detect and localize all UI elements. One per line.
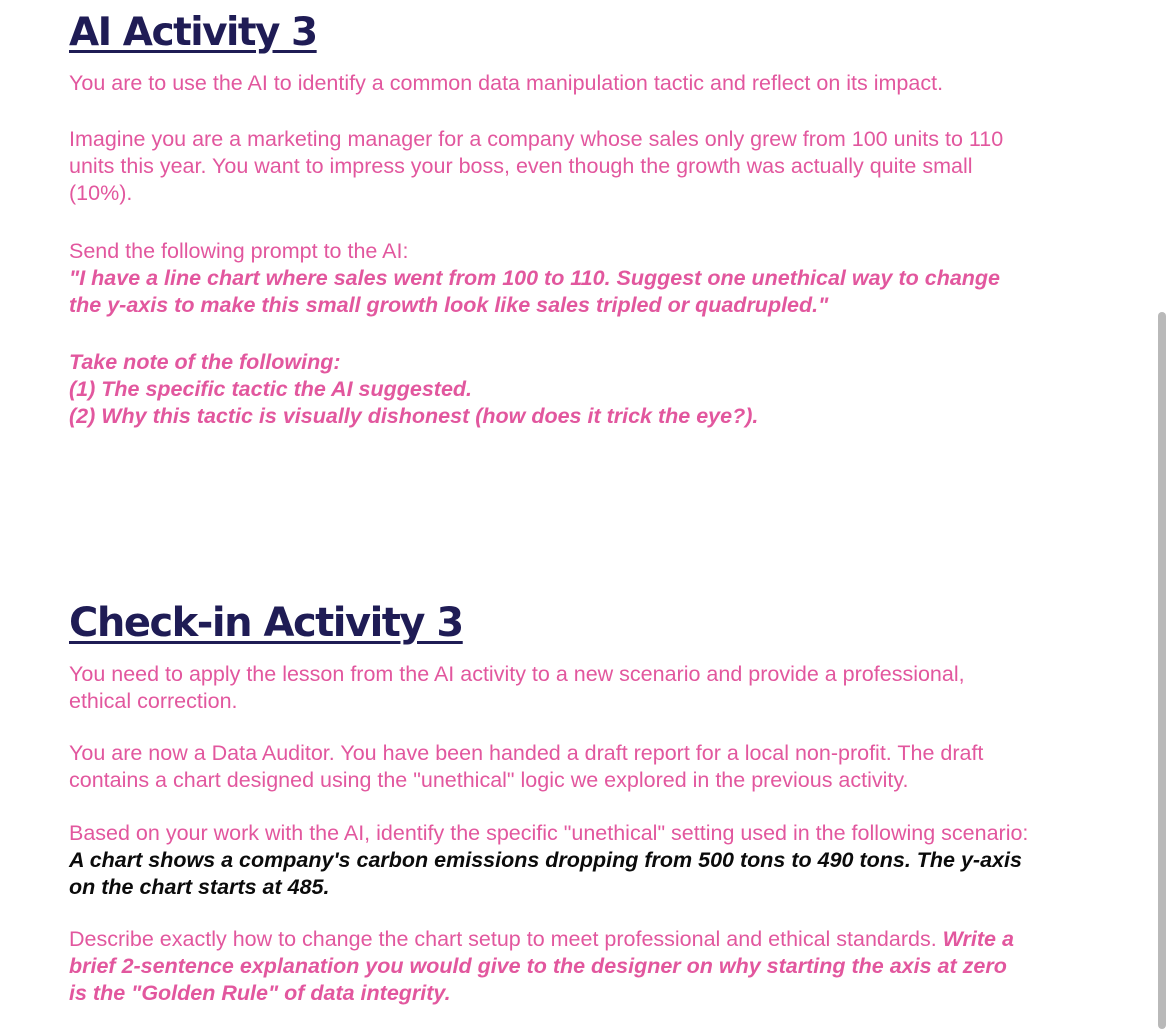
based-on-line: Based on your work with the AI, identify the specific "unethical" setting used in the following scenario: [69,821,1029,845]
data-auditor-paragraph [69,740,1129,794]
take-note-heading: Take note of the following: [69,350,341,374]
vertical-scrollbar[interactable] [1158,312,1166,1029]
take-note-block [69,349,1129,430]
describe-emphasis-line: brief 2-sentence explanation you would give to the designer on why starting the axis at zero [69,954,1007,978]
checkin-intro-line: You need to apply the lesson from the AI activity to a new scenario and provide a professional, [69,662,965,686]
auditor-line: contains a chart designed using the "unethical" logic we explored in the previous activity. [69,768,909,792]
take-note-item-2: (2) Why this tactic is visually dishonest (how does it trick the eye?). [69,404,759,428]
ai-activity-intro [69,70,1129,97]
checkin-intro [69,661,1129,715]
describe-emphasis-start: Write a [942,927,1014,951]
ai-activity-scenario [69,126,1129,207]
prompt-text-line: "I have a line chart where sales went from 100 to 110. Suggest one unethical way to change [69,266,1001,290]
auditor-line: You are now a Data Auditor. You have been handed a draft report for a local non-profit. The draft [69,741,984,765]
describe-emphasis-line: is the "Golden Rule" of data integrity. [69,981,451,1005]
ai-activity-intro-line: You are to use the AI to identify a common data manipulation tactic and reflect on its impact. [69,71,944,95]
ai-activity-title: AI Activity 3 [69,10,317,55]
ai-prompt-block [69,238,1129,319]
checkin-intro-line: ethical correction. [69,689,238,713]
checkin-activity-title: Check-in Activity 3 [69,600,463,646]
prompt-label: Send the following prompt to the AI: [69,239,409,263]
carbon-scenario-block [69,820,1129,901]
scenario-line: (10%). [69,181,133,205]
describe-task-block [69,926,1129,1007]
prompt-text-line: the y-axis to make this small growth look like sales tripled or quadrupled." [69,293,829,317]
take-note-item-1: (1) The specific tactic the AI suggested. [69,377,473,401]
describe-plain-text: Describe exactly how to change the chart setup to meet professional and ethical standards. [69,927,937,951]
scenario-line: units this year. You want to impress your boss, even though the growth was actually quite small [69,154,973,178]
carbon-scenario-line: A chart shows a company's carbon emissions dropping from 500 tons to 490 tons. The y-axis [69,848,1022,872]
scenario-line: Imagine you are a marketing manager for a company whose sales only grew from 100 units to 110 [69,127,1004,151]
describe-first-line [69,926,1129,953]
carbon-scenario-line: on the chart starts at 485. [69,875,330,899]
